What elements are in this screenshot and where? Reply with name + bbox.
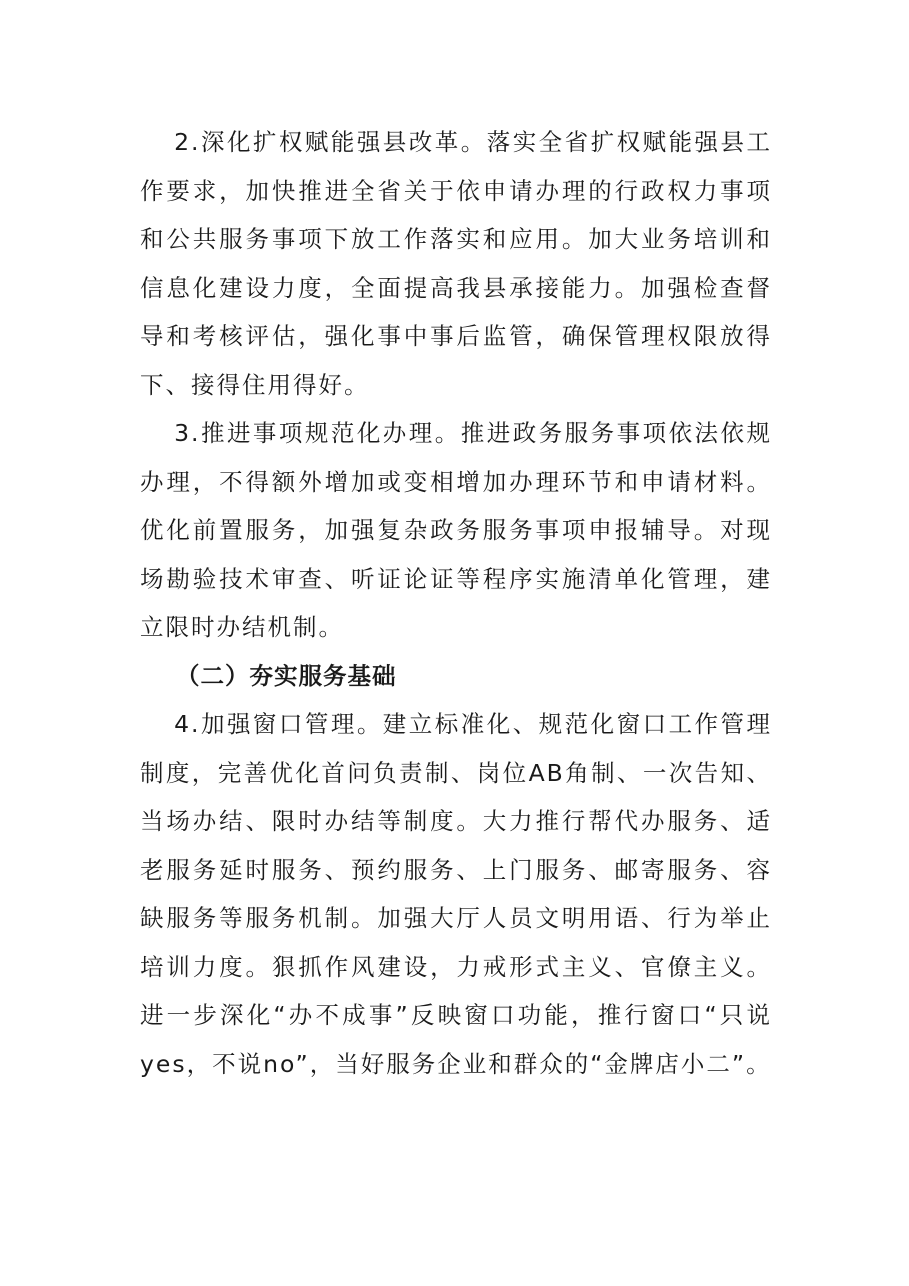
paragraph-item-2: 2.深化扩权赋能强县改革。落实全省扩权赋能强县工作要求，加快推进全省关于依申请办理的行政权力事项和公共服务事项下放工作落实和应用。加大业务培训和信息化建设力度，全面提高我县承接能力。加强检查督导和考核评估，强化事中事后监管，确保管理权限放得下、接得住用得好。 xyxy=(140,128,772,399)
paragraph-item-4: 4.加强窗口管理。建立标准化、规范化窗口工作管理制度，完善优化首问负责制、岗位AB角制、一次告知、当场办结、限时办结等制度。大力推行帮代办服务、适老服务延时服务、预约服务、上门服务、邮寄服务、容缺服务等服务机制。加强大厅人员文明用语、行为举止培训力度。狠抓作风建设，力戒形式主义、官僚主义。进一步深化“办不成事”反映窗口功能，推行窗口“只说yes，不说no”，当好服务企业和群众的“金牌店小二”。 xyxy=(140,710,772,1078)
section-heading: （二）夯实服务基础 xyxy=(176,661,397,690)
document-body xyxy=(140,118,772,1088)
paragraph-item-3: 3.推进事项规范化办理。推进政务服务事项依法依规办理，不得额外增加或变相增加办理环节和申请材料。优化前置服务，加强复杂政务服务事项申报辅导。对现场勘验技术审查、听证论证等程序实施清单化管理，建立限时办结机制。 xyxy=(140,419,772,641)
